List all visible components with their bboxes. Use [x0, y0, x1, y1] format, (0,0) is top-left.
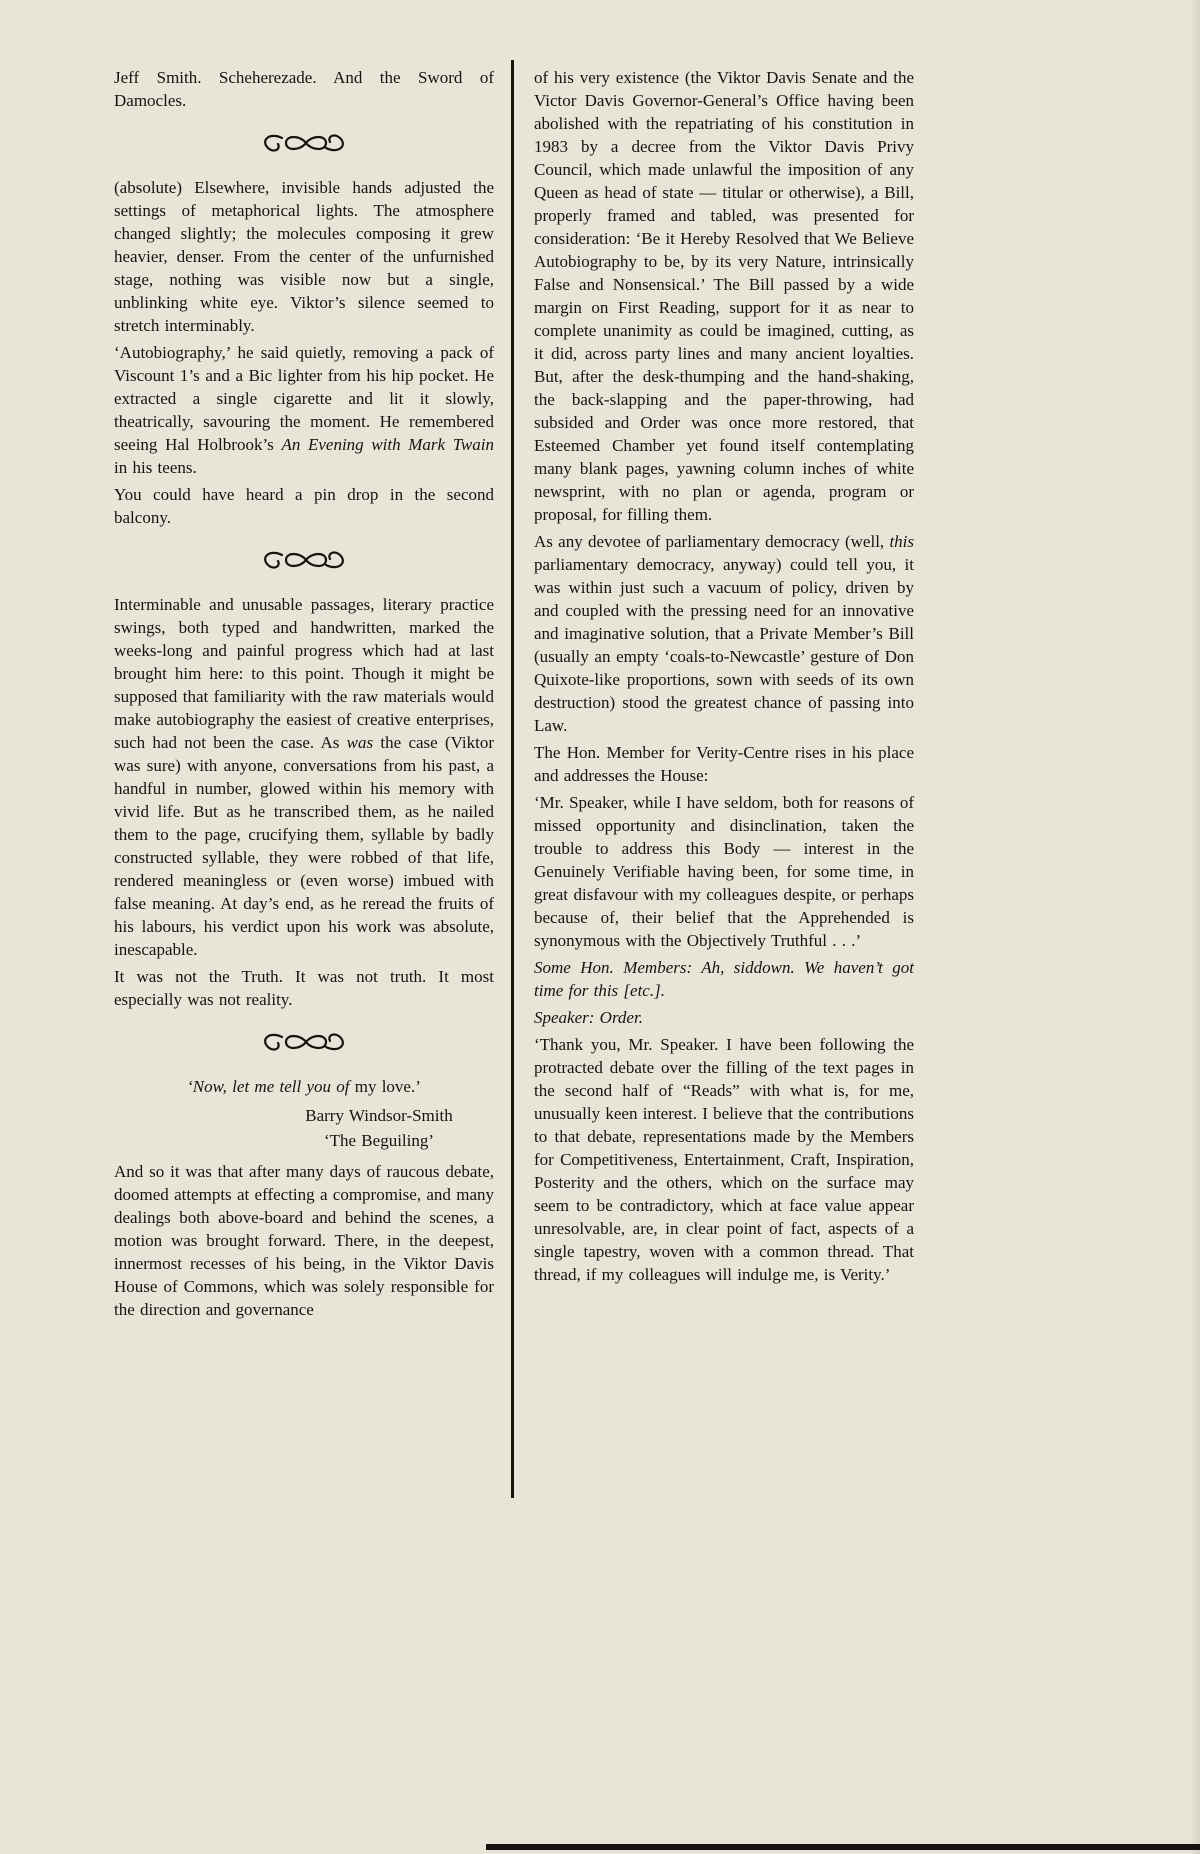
text-segment: (absolute) Elsewhere, invisible hands adjusted the settings of metaphorical lights. The atmosphere changed slightly; the molecules composing it grew heavier, denser. From the center of the unfurnished stage, nothing was visible now but a single, unblinking white eye. Viktor’s silence seemed to stretch interminably.: [114, 178, 494, 335]
paragraph: [114, 965, 494, 1011]
paragraph: [534, 1006, 914, 1029]
text-segment: of his very existence (the Viktor Davis Senate and the Victor Davis Governor-General’s Office having been abolished with the repatriating of his constitution in 1983 by a decree from the Viktor Davis Privy Council, which made unlawful the imposition of any Queen as head of state — titular or otherwise), a Bill, properly framed and tabled, was presented for consideration: ‘Be it Hereby Resolved that We Believe Autobiography to be, by its very Nature, intrinsically False and Nonsensical.’ The Bill passed by a wide margin on First Reading, support for it as near to complete unanimity as could be imagined, cutting, as it did, across party lines and many ancient loyalties. But, after the desk-thumping and the hand-shaking, the back-slapping and the paper-throwing, had subsided and Order was once more restored, that Esteemed Chamber yet found itself contemplating many blank pages, yawning column inches of white newsprint, with no plan or agenda, program or proposal, for filling them.: [534, 68, 914, 524]
text-segment: An Evening with Mark Twain: [281, 435, 494, 454]
paragraph: [114, 483, 494, 529]
text-segment: And so it was that after many days of raucous debate, doomed attempts at effecting a compromise, and many dealings both above-board and behind the scenes, a motion was brought forward. There, in the deepest, innermost recesses of his being, in the Viktor Davis House of Commons, which was solely responsible for the direction and governance: [114, 1162, 494, 1319]
paragraph: [114, 176, 494, 337]
text-segment: The Hon. Member for Verity-Centre rises in his place and addresses the House:: [534, 743, 914, 785]
paragraph: [114, 341, 494, 479]
paragraph: [534, 791, 914, 952]
text-segment: Speaker: Order.: [534, 1008, 643, 1027]
paragraph: [534, 1033, 914, 1286]
text-segment: Interminable and unusable passages, literary practice swings, both typed and handwritten, marked the weeks-long and painful progress which had at last brought him here: to this point. Though it might be supposed that familiarity with the raw materials would make autobiography the easiest of creative enterprises, such had not been the case. As: [114, 595, 494, 752]
quote: [114, 1075, 494, 1098]
page-right-edge-shading: [1190, 0, 1200, 1854]
scan-bottom-edge: [486, 1844, 1200, 1850]
attribution: [114, 1104, 494, 1127]
text-segment: ‘Thank you, Mr. Speaker. I have been following the protracted debate over the filling of the text pages in the second half of “Reads” with what is, for me, unusually keen interest. I believe that the contributions to that debate, representations made by the Members for Competitiveness, Entertainment, Craft, Inspiration, Posterity and the others, which on the surface may seem to be contradictory, which at face value appear unresolvable, are, in clear point of fact, aspects of a single tapestry, woven with a common thread. That thread, if my colleagues will indulge me, is Verity.’: [534, 1035, 914, 1284]
attribution: [114, 1129, 494, 1152]
column-divider-rule: [511, 60, 514, 1498]
infinity-flourish-ornament-icon: [114, 545, 494, 575]
infinity-flourish-ornament-icon: [114, 1027, 494, 1057]
text-segment: You could have heard a pin drop in the second balcony.: [114, 485, 494, 527]
text-segment: ‘Mr. Speaker, while I have seldom, both for reasons of missed opportunity and disinclination, taken the trouble to address this Body — interest in the Genuinely Verifiable having been, for some time, in great disfavour with my colleagues despite, or perhaps because of, their belief that the Apprehended is synonymous with the Objectively Truthful . . .’: [534, 793, 914, 950]
text-segment: in his teens.: [114, 458, 197, 477]
text-segment: As any devotee of parliamentary democracy (well,: [534, 532, 890, 551]
paragraph: [114, 593, 494, 961]
paragraph: [534, 530, 914, 737]
text-segment: my love.’: [354, 1077, 421, 1096]
text-segment: was: [346, 733, 374, 752]
left-text-column: [114, 66, 494, 1325]
text-segment: Some Hon. Members: Ah, siddown. We haven’t got time for this [etc.].: [534, 958, 914, 1000]
text-segment: Jeff Smith. Scheherezade. And the Sword of Damocles.: [114, 68, 494, 110]
text-segment: this: [889, 532, 914, 551]
text-segment: Barry Windsor-Smith: [305, 1106, 453, 1125]
text-segment: ‘Autobiography,’ he said quietly, removing a pack of Viscount 1’s and a Bic lighter from his hip pocket. He extracted a single cigarette and lit it slowly, theatrically, savouring the moment. He remembered seeing Hal Holbrook’s: [114, 343, 494, 454]
paragraph: [114, 1160, 494, 1321]
right-text-column: [534, 66, 914, 1290]
text-segment: parliamentary democracy, anyway) could tell you, it was within just such a vacuum of policy, driven by and coupled with the pressing need for an innovative and imaginative solution, that a Private Member’s Bill (usually an empty ‘coals-to-Newcastle’ gesture of Don Quixote-like proportions, sown with seeds of its own destruction) stood the greatest chance of passing into Law.: [534, 555, 914, 735]
text-segment: ‘Now, let me tell you of: [187, 1077, 355, 1096]
paragraph: [534, 66, 914, 526]
text-segment: It was not the Truth. It was not truth. It most especially was not reality.: [114, 967, 494, 1009]
paragraph: [534, 741, 914, 787]
infinity-flourish-ornament-icon: [114, 128, 494, 158]
text-segment: the case (Viktor was sure) with anyone, conversations from his past, a handful in number, glowed within his memory with vivid life. But as he transcribed them, as he nailed them to the page, crucifying them, syllable by badly constructed syllable, they were robbed of that life, rendered meaningless or (even worse) imbued with false meaning. At day’s end, as he reread the fruits of his labours, his verdict upon his work was absolute, inescapable.: [114, 733, 495, 959]
paragraph: [534, 956, 914, 1002]
text-segment: ‘The Beguiling’: [323, 1131, 435, 1150]
paragraph: [114, 66, 494, 112]
